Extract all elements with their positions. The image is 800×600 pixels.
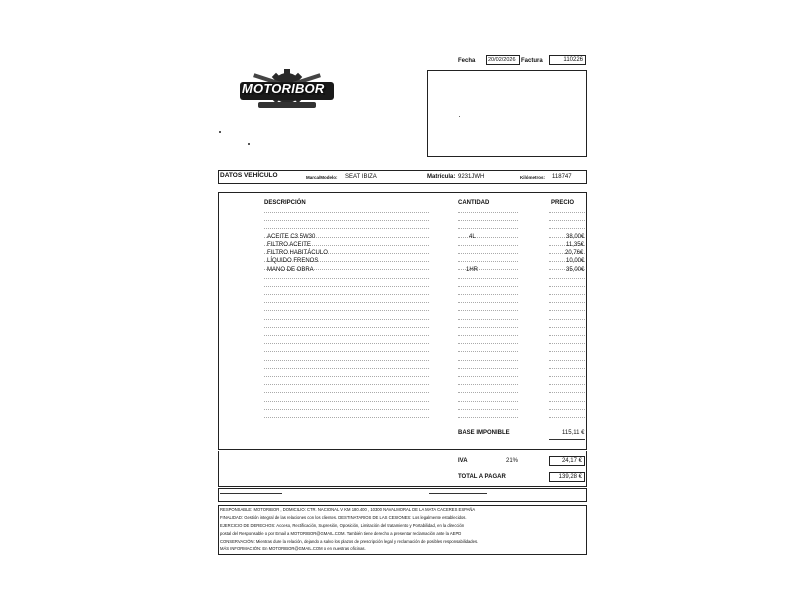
scan-mark (248, 143, 250, 145)
items-table (218, 192, 587, 450)
legal-line: postal del Responsable o por Email a MOTORIBOR@GMAIL.COM. También tiene derecho a presentar reclamación ante la AEPD (220, 531, 462, 536)
row-guide-line (458, 417, 518, 418)
row-guide-line (549, 228, 585, 229)
row-guide-line (264, 310, 429, 311)
scan-mark (459, 116, 460, 117)
table-row-desc: FILTRO HABITÁCULO (267, 250, 328, 256)
row-guide-line (549, 319, 585, 320)
table-row-price: 10,00€ (566, 258, 585, 264)
table-row-qty: 1HR (466, 267, 479, 273)
row-guide-line (549, 294, 585, 295)
row-guide-line (458, 237, 518, 238)
row-guide-line (458, 294, 518, 295)
row-guide-line (264, 417, 429, 418)
logo-text: MOTORIBOR (242, 81, 325, 96)
iva-value: 24,17 € (561, 458, 582, 464)
legal-line: FINALIDAD: Gestión integral de las relaciones con los clientes. DESTINATARIOS DE LAS CESIONES: Los legalmente establecidos. (220, 515, 467, 520)
row-guide-line (458, 245, 518, 246)
legal-line: EJERCICIO DE DERECHOS: Acceso, Rectificación, Supresión, Oposición, Limitación del tratamiento y Portabilidad, en la dirección (220, 523, 465, 528)
iva-rate: 21% (506, 458, 519, 464)
total-field (549, 472, 585, 482)
row-guide-line (549, 376, 585, 377)
row-guide-line (549, 327, 585, 328)
factura-value: 110226 (563, 57, 583, 63)
row-guide-line (458, 360, 518, 361)
row-guide-line (458, 392, 518, 393)
row-guide-line (458, 409, 518, 410)
table-row-price: 20,76€ (565, 250, 584, 256)
row-guide-line (549, 368, 585, 369)
iva-label: IVA (458, 458, 468, 464)
row-guide-line (549, 278, 585, 279)
row-guide-line (264, 327, 429, 328)
vehicle-section-label: DATOS VEHÍCULO (220, 172, 278, 179)
row-guide-line (264, 302, 429, 303)
row-guide-line (264, 392, 429, 393)
row-guide-line (458, 261, 518, 262)
row-guide-line (549, 212, 585, 213)
base-underline (549, 439, 585, 440)
row-guide-line (458, 212, 518, 213)
row-guide-line (264, 286, 429, 287)
base-imponible-label: BASE IMPONIBLE (458, 430, 510, 436)
table-row-desc: FILTRO ACEITE (267, 242, 311, 248)
row-guide-line (549, 351, 585, 352)
km-value: 118747 (552, 174, 572, 180)
row-guide-line (264, 228, 429, 229)
legal-line: RESPONSABLE: MOTORIBOR , DOMICILIO: CTR. NACIONAL V KM 180.400 , 10300 NAVALMORAL DE LA MATA CACERES ESPAÑA (220, 507, 476, 512)
row-guide-line (549, 220, 585, 221)
row-guide-line (264, 212, 429, 213)
notes-bar (218, 488, 587, 502)
row-guide-line (458, 278, 518, 279)
row-guide-line (458, 310, 518, 311)
row-guide-line (264, 220, 429, 221)
row-guide-line (264, 343, 429, 344)
row-guide-line (264, 351, 429, 352)
table-row-desc: LÍQUIDO FRENOS (267, 258, 319, 264)
total-value: 139,28 € (558, 474, 582, 480)
row-guide-line (458, 319, 518, 320)
table-row-price: 38,00€ (566, 234, 585, 240)
row-guide-line (549, 384, 585, 385)
row-guide-line (549, 310, 585, 311)
col-cantidad-header: CANTIDAD (458, 200, 490, 206)
fecha-value: 20/02/2026 (488, 57, 516, 63)
legal-line: MÁS INFORMACIÓN: En MOTORIBOR@GMAIL.COM o en nuestras oficinas. (220, 546, 366, 551)
row-guide-line (458, 335, 518, 336)
row-guide-line (458, 351, 518, 352)
row-guide-line (549, 417, 585, 418)
base-imponible-value: 115,11 € (562, 430, 585, 436)
row-guide-line (549, 302, 585, 303)
row-guide-line (458, 384, 518, 385)
row-guide-line (549, 392, 585, 393)
row-guide-line (264, 278, 429, 279)
row-guide-line (458, 368, 518, 369)
iva-field (549, 456, 585, 466)
total-label: TOTAL A PAGAR (458, 474, 506, 480)
fecha-label: Fecha (458, 58, 476, 64)
notes-line (429, 493, 487, 494)
table-row-price: 35,00€ (566, 267, 585, 273)
row-guide-line (264, 376, 429, 377)
row-guide-line (458, 343, 518, 344)
totals-box (218, 451, 587, 487)
table-row-desc: MANO DE OBRA (267, 267, 314, 273)
marca-value: SEAT IBIZA (345, 174, 377, 180)
marca-label: Marca/Modelo: (306, 175, 338, 180)
row-guide-line (264, 319, 429, 320)
row-guide-line (264, 401, 429, 402)
row-guide-line (264, 368, 429, 369)
table-row-qty: 4L (469, 234, 476, 240)
table-row-desc: ACEITE C3 5W30 (267, 234, 316, 240)
col-precio-header: PRECIO (551, 200, 575, 206)
fecha-field (486, 55, 520, 65)
row-guide-line (458, 376, 518, 377)
row-guide-line (549, 409, 585, 410)
row-guide-line (458, 302, 518, 303)
row-guide-line (264, 294, 429, 295)
row-guide-line (458, 286, 518, 287)
matricula-label: Matrícula: (427, 174, 456, 180)
matricula-value: 9231JWH (458, 174, 485, 180)
km-label: Kilómetros: (520, 175, 546, 180)
factura-label: Factura (521, 58, 543, 64)
row-guide-line (549, 286, 585, 287)
factura-field (549, 55, 586, 65)
row-guide-line (458, 220, 518, 221)
row-guide-line (458, 327, 518, 328)
row-guide-line (549, 401, 585, 402)
client-address-box (427, 70, 587, 157)
row-guide-line (549, 335, 585, 336)
row-guide-line (458, 401, 518, 402)
table-row-price: 11,35€ (566, 242, 584, 248)
col-descripcion-header: DESCRIPCIÓN (264, 200, 306, 206)
row-guide-line (264, 409, 429, 410)
row-guide-line (549, 343, 585, 344)
row-guide-line (549, 360, 585, 361)
row-guide-line (458, 253, 518, 254)
legal-line: CONSERVACIÓN: Mientras dure la relación, dejando a salvo los plazos de prescripción legal y reclamación de posibles responsabilidades. (220, 539, 479, 544)
row-guide-line (264, 335, 429, 336)
row-guide-line (458, 228, 518, 229)
scan-mark (219, 131, 221, 133)
row-guide-line (264, 360, 429, 361)
row-guide-line (264, 384, 429, 385)
notes-line (220, 493, 282, 494)
